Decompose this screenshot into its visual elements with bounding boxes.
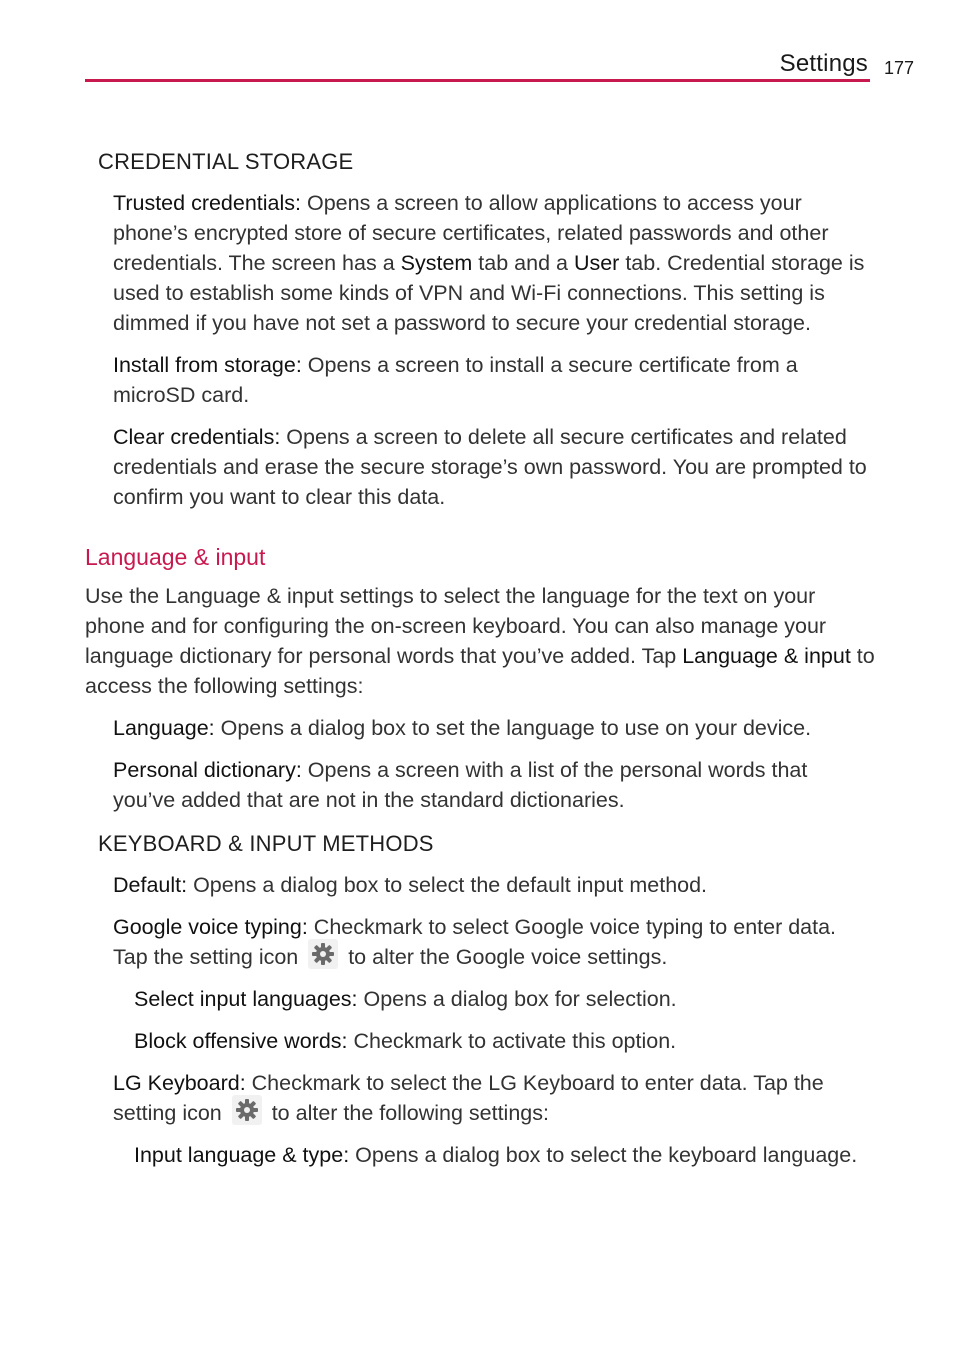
keyboard-input-methods-heading: KEYBOARD & INPUT METHODS bbox=[98, 831, 434, 856]
entry-term: Language: bbox=[113, 716, 215, 740]
entry-term: Google voice typing: bbox=[113, 915, 308, 939]
page-number: 177 bbox=[884, 58, 915, 78]
entry-text: Checkmark to select the LG Keyboard to enter data. Tap the setting icon bbox=[113, 1071, 824, 1125]
clear-credentials-entry bbox=[113, 422, 875, 512]
entry-term: Default: bbox=[113, 873, 188, 897]
language-entry bbox=[113, 713, 875, 743]
language-input-intro bbox=[85, 581, 875, 701]
credential-storage-heading: CREDENTIAL STORAGE bbox=[98, 149, 354, 174]
entry-text: Opens a dialog box for selection. bbox=[357, 987, 677, 1011]
page-content bbox=[85, 147, 875, 1182]
entry-text: to alter the Google voice settings. bbox=[342, 945, 668, 969]
entry-text: Opens a screen to allow applications to access your phone’s encrypted store of secure certificates, related passwords and other credentials. The screen has a bbox=[113, 191, 829, 275]
entry-text: to alter the following settings: bbox=[265, 1101, 549, 1125]
entry-text: Checkmark to select Google voice typing to enter data. Tap the setting icon bbox=[113, 915, 837, 969]
trusted-credentials-entry bbox=[113, 188, 875, 338]
entry-term: LG Keyboard: bbox=[113, 1071, 246, 1095]
entry-text: Opens a screen to delete all secure certificates and related credentials and erase the secure storage’s own password. You are prompted to confirm you want to clear this data. bbox=[113, 425, 867, 509]
entry-term: Install from storage: bbox=[113, 353, 302, 377]
entry-term: Personal dictionary: bbox=[113, 758, 302, 782]
page-header-title: Settings bbox=[779, 50, 868, 77]
install-from-storage-entry bbox=[113, 350, 875, 410]
system-tab-ref: System bbox=[400, 251, 473, 275]
gear-icon bbox=[308, 939, 338, 969]
entry-term: Clear credentials: bbox=[113, 425, 281, 449]
entry-text: Opens a dialog box to set the language to use on your device. bbox=[214, 716, 812, 740]
entry-term: Input language & type: bbox=[134, 1143, 350, 1167]
entry-text: Opens a dialog box to select the keyboard language. bbox=[349, 1143, 858, 1167]
lg-keyboard-entry bbox=[113, 1068, 875, 1128]
user-tab-ref: User bbox=[573, 251, 620, 275]
header-rule bbox=[85, 79, 870, 82]
entry-term: Block offensive words: bbox=[134, 1029, 348, 1053]
intro-text: to access the following settings: bbox=[85, 644, 875, 698]
input-language-type-entry bbox=[134, 1140, 875, 1170]
entry-text: Opens a screen to install a secure certificate from a microSD card. bbox=[113, 353, 798, 407]
entry-text: tab. Credential storage is used to establish some kinds of VPN and Wi-Fi connections. This setting is dimmed if you have not set a password to secure your credential storage. bbox=[113, 251, 865, 335]
default-entry bbox=[113, 870, 875, 900]
entry-text: Checkmark to activate this option. bbox=[347, 1029, 677, 1053]
entry-text: tab and a bbox=[472, 251, 574, 275]
intro-text: Use the Language & input settings to select the language for the text on your phone and for configuring the on-screen keyboard. You can also manage your language dictionary for personal words that you’ve added. Tap bbox=[85, 584, 827, 668]
entry-term: Trusted credentials: bbox=[113, 191, 302, 215]
entry-text: Opens a screen with a list of the personal words that you’ve added that are not in the standard dictionaries. bbox=[113, 758, 808, 812]
language-input-ref: Language & input bbox=[682, 644, 851, 668]
block-offensive-words-entry bbox=[134, 1026, 875, 1056]
language-input-section-title: Language & input bbox=[85, 544, 266, 570]
gear-icon bbox=[232, 1095, 262, 1125]
entry-text: Opens a dialog box to select the default input method. bbox=[187, 873, 708, 897]
personal-dictionary-entry bbox=[113, 755, 875, 815]
entry-term: Select input languages: bbox=[134, 987, 358, 1011]
google-voice-typing-entry bbox=[113, 912, 875, 972]
select-input-languages-entry bbox=[134, 984, 875, 1014]
